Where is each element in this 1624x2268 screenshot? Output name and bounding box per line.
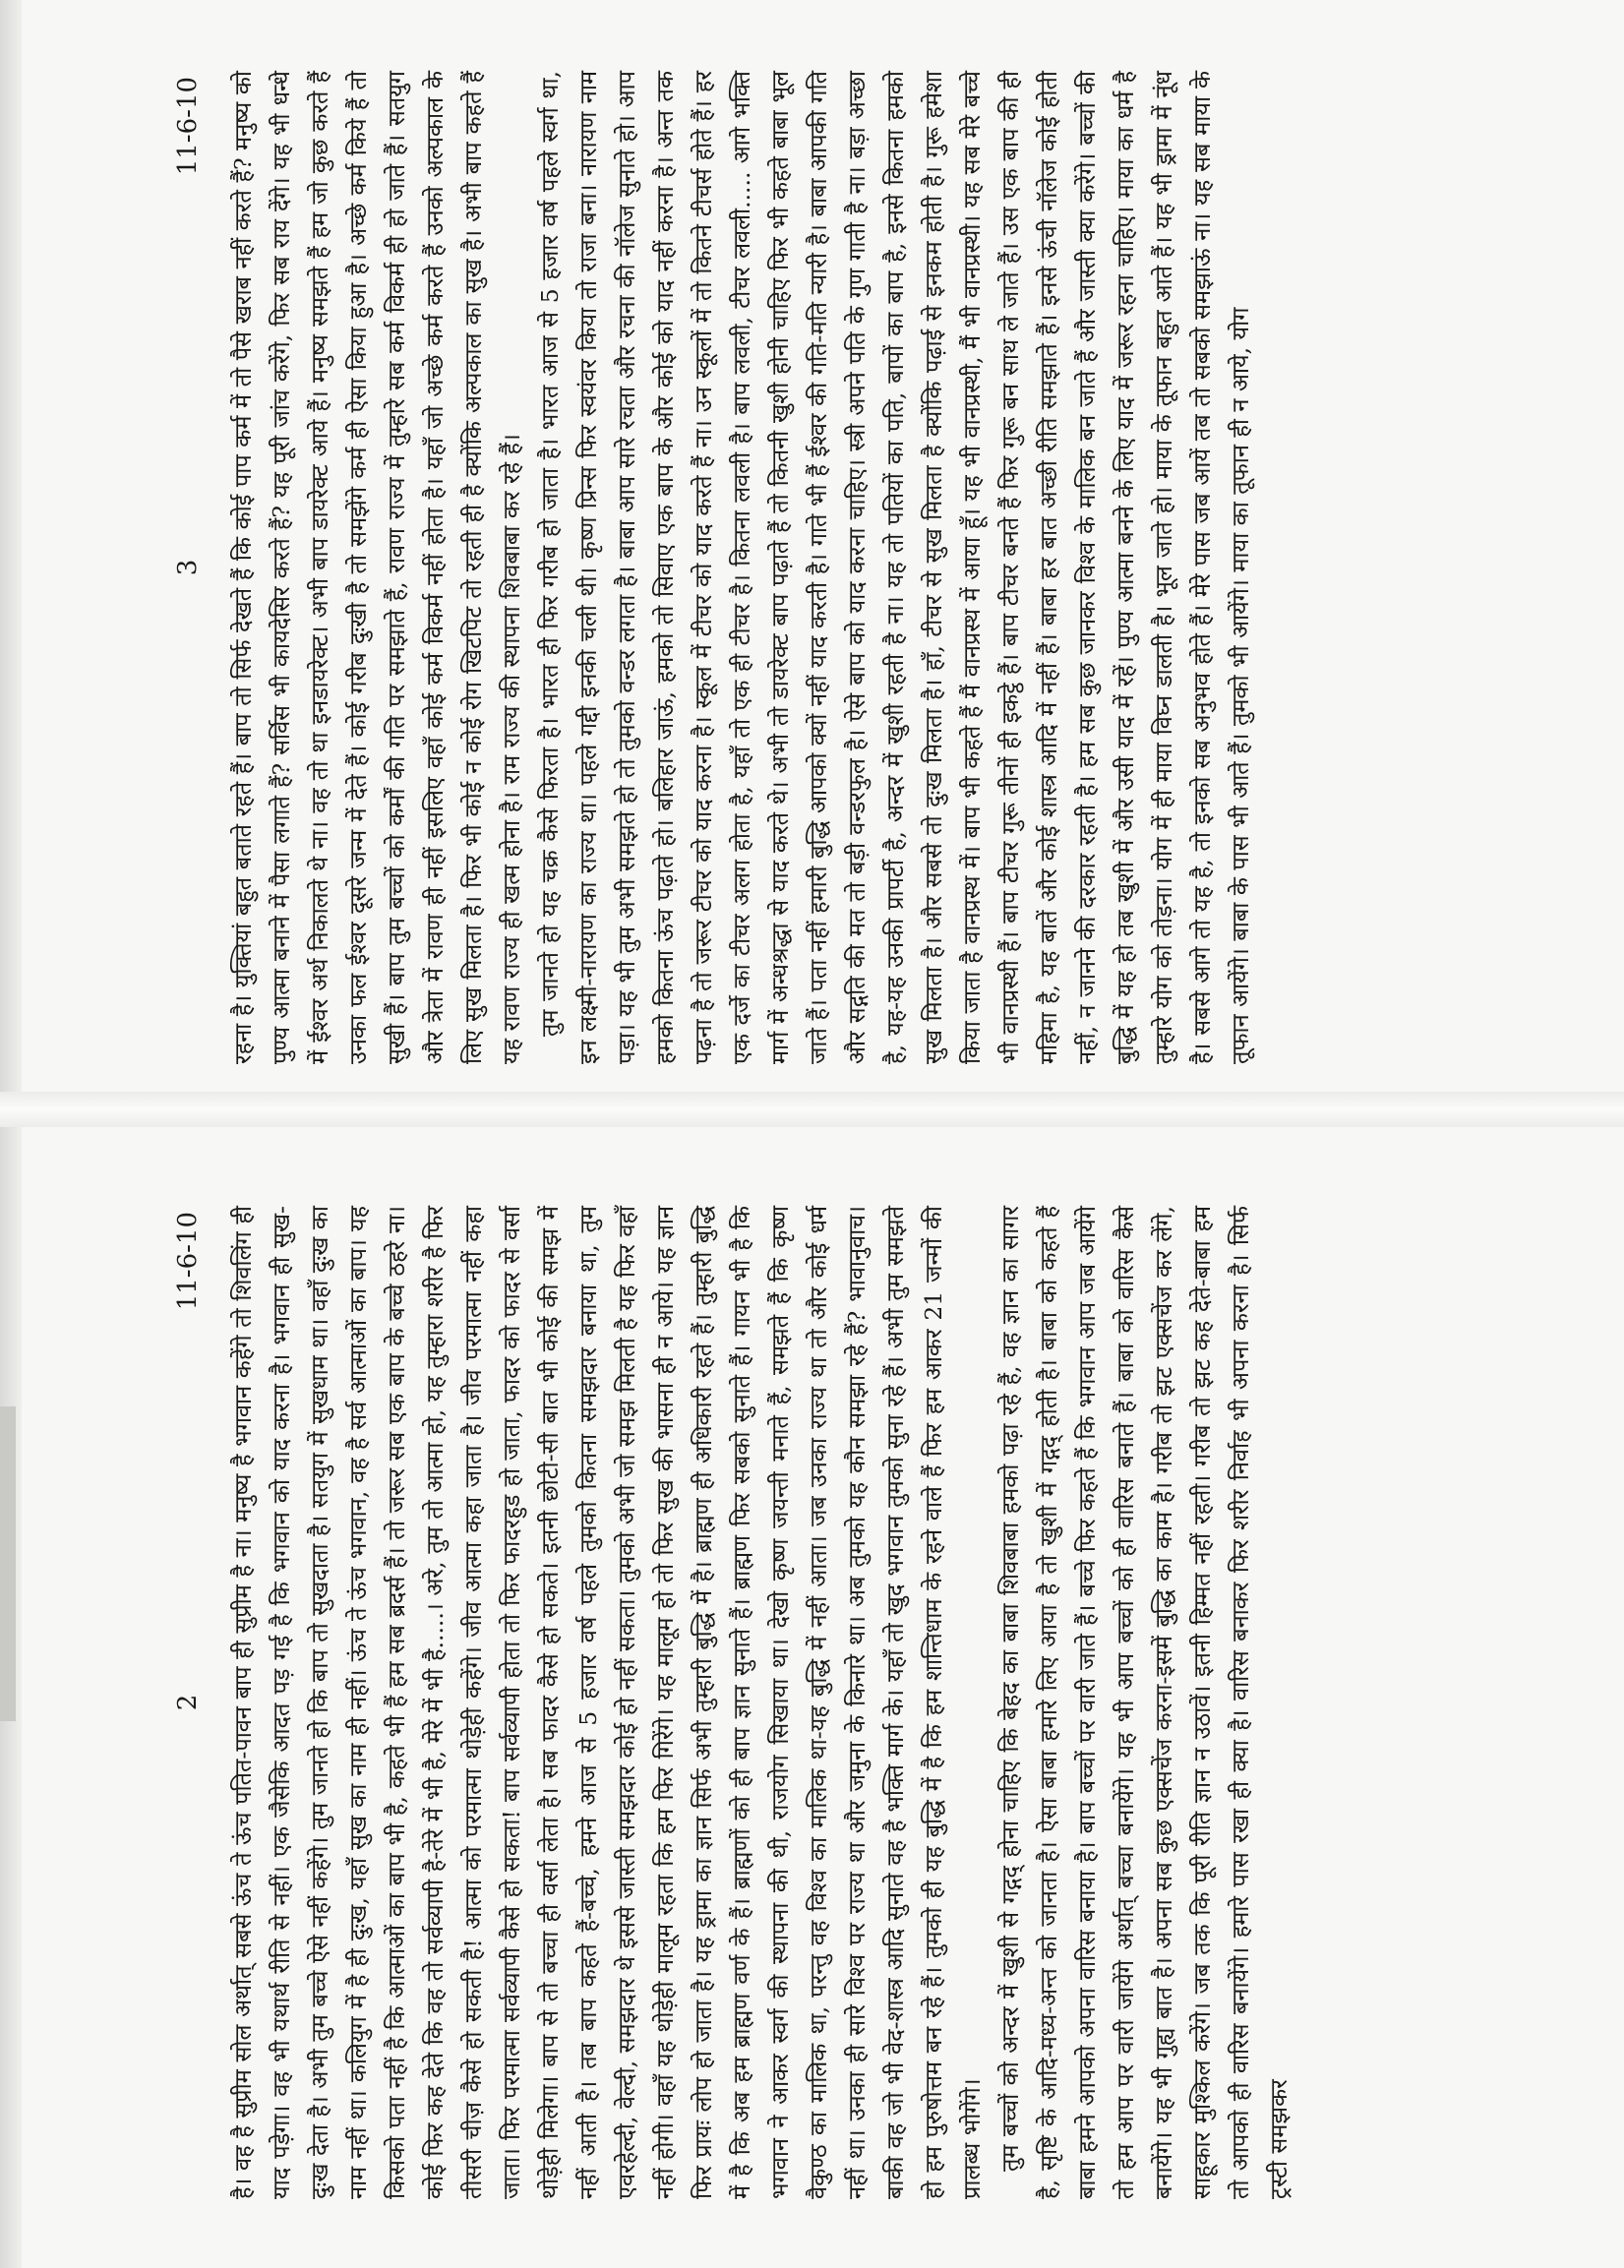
paragraph: है। वह है सुप्रीम सोल अर्थात् सबसे ऊंच ते ऊंच पतित-पावन बाप ही सुप्रीम है ना। मनुष्य है भगवान कहेंगे तो शिवलिंग ही याद पड़ेगा। वह भी यथार्थ रीति से नहीं। एक जैसेकि आदत पड़ गई है कि भगवान को याद करना है। भगवान ही सुख-दुःख देता है। अभी तुम बच्चे ऐसे नहीं कहेंगे। तुम जानते हो कि बाप तो सुखदाता है। सतयुग में सुखधाम था। वहाँ दुःख का नाम नहीं था। कलियुग में है ही दुःख, यहाँ सुख का नाम ही नहीं। ऊंच ते ऊंच भगवान, वह है सर्व आत्माओं का बाप। यह किसको पता नहीं है कि आत्माओं का बाप भी है, कहते भी हैं हम सब ब्रदर्स हैं। तो जरूर सब एक बाप के बच्चे ठहरे ना। कोई फिर कह देते कि वह तो सर्वव्यापी है-तेरे में भी है, मेरे में भी है.....। अरे, तुम तो आत्मा हो, यह तुम्हारा शरीर है फिर तीसरी चीज़ कैसे हो सकती है! आत्मा को परमात्मा थोड़ेही कहेंगे। जीव आत्मा कहा जाता है। जीव परमात्मा नहीं कहा जाता। फिर परमात्मा सर्वव्यापी कैसे हो सकता! बाप सर्वव्यापी होता तो फिर फादरहुड हो जाता, फादर को फादर से वर्सा थोड़ेही मिलेगा। बाप से तो बच्चा ही वर्सा लेता है। सब फादर कैसे हो सकते। इतनी छोटी-सी बात भी कोई की समझ में नहीं आती है। तब बाप कहते हैं-बच्चे, हमने आज से 5 हजार वर्ष पहले तुमको कितना समझदार बनाया था, तुम एवरहेल्दी, वेल्दी, समझदार थे इससे जास्ती समझदार कोई हो नहीं सकता। तुमको अभी जो समझ मिलती है यह फिर वहाँ नहीं होगी। वहाँ यह थोड़ेही मालूम रहता कि हम फिर गिरेंगे। यह मालूम हो तो फिर सुख की भासना ही न आये। यह ज्ञान फिर प्रायः लोप हो जाता है। यह ड्रामा का ज्ञान सिर्फ अभी तुम्हारी बुद्धि में है। ब्राह्मण ही अधिकारी रहते हैं। तुम्हारी बुद्धि में है कि अब हम ब्राह्मण वर्ण के हैं। ब्राह्मणों को ही बाप ज्ञान सुनाते हैं। ब्राह्मण फिर सबको सुनाते हैं। गायन भी है कि भगवान ने आकर स्वर्ग की स्थापना की थी, राजयोग सिखाया था। देखो कृष्ण जयन्ती मनाते हैं, समझते हैं कि कृष्ण वैकुण्ठ का मालिक था, परन्तु वह विश्व का मालिक था-यह बुद्धि में नहीं आता। जब उनका राज्य था तो और कोई धर्म नहीं था। उनका ही सारे विश्व पर राज्य था और जमुना के किनारे था। अब तुमको यह कौन समझा रहे हैं? भावानुवाच। बाकी वह जो भी वेद-शास्त्र आदि सुनाते वह है भक्ति मार्ग के। यहाँ तो खुद भगवान तुमको सुना रहे हैं। अभी तुम समझते हो हम पुरुषोत्तम बन रहे हैं। तुमको ही यह बुद्धि में है कि हम शान्तिधाम के रहने वाले हैं फिर हम आकर 21 जन्मों की प्रालब्ध भोगेंगे।: [229, 1206, 986, 2199]
page-fold-gap: [0, 1092, 1624, 1127]
page-header: [167, 1206, 224, 2199]
paragraph: तुम जानते हो यह चक्र कैसे फिरता है। भारत ही फिर गरीब हो जाता है। भारत आज से 5 हजार वर्ष पहले स्वर्ग था, इन लक्ष्मी-नारायण का राज्य था। पहले गद्दी इनकी चली थी। कृष्ण प्रिन्स फिर स्वयंवर किया तो राजा बना। नारायण नाम पड़ा। यह भी तुम अभी समझते हो तो तुमको वन्डर लगता है। बाबा आप सारे रचता और रचना की नॉलेज सुनाते हो। आप हमको कितना ऊंच पढ़ाते हो। बलिहार जाऊं, हमको तो सिवाए एक बाप के और कोई को याद नहीं करना है। अन्त तक पढ़ना है तो जरूर टीचर को याद करना है। स्कूल में टीचर को याद करते हैं ना। उन स्कूलों में तो कितने टीचर्स होते हैं। हर एक दर्जे का टीचर अलग होता है, यहाँ तो एक ही टीचर है। कितना लवली है। बाप लवली, टीचर लवली..... आगे भक्ति मार्ग में अन्धश्रद्धा से याद करते थे। अभी तो डायरेक्ट बाप पढ़ाते हैं तो कितनी खुशी होनी चाहिए फिर भी कहते बाबा भूल जाते हैं। पता नहीं हमारी बुद्धि आपको क्यों नहीं याद करती है। गाते भी हैं ईश्वर की गति-मति न्यारी है। बाबा आपकी गति और सद्गति की मत तो बड़ी वन्डरफुल है। ऐसे बाप को याद करना चाहिए। स्त्री अपने पति के गुण गाती है ना। बड़ा अच्छा है, यह-यह उनकी प्रापर्टी है, अन्दर में खुशी रहती है ना। यह तो पतियों का पति, बापों का बाप है, इनसे कितना हमको सुख मिलता है। और सबसे तो दुःख मिलता है। हाँ, टीचर से सुख मिलता है क्योंकि पढ़ाई से इनकम होती है। गुरू हमेशा किया जाता है वानप्रस्थ में। बाप भी कहते हैं मैं वानप्रस्थ में आया हूँ। यह भी वानप्रस्थी, मैं भी वानप्रस्थी। यह सब मेरे बच्चे भी वानप्रस्थी हैं। बाप टीचर गुरू तीनों ही इकट्ठे हैं। बाप टीचर बनते हैं फिर गुरू बन साथ ले जाते हैं। उस एक बाप की ही महिमा है, यह बातें और कोई शास्त्र आदि में नहीं हैं। बाबा हर बात अच्छी रीति समझाते हैं। इनसे ऊंची नॉलेज कोई होती नहीं, न जानने की दरकार रहती है। हम सब कुछ जानकर विश्व के मालिक बन जाते हैं और जास्ती क्या करेंगे। बच्चों की बुद्धि में यह हो तब खुशी में और उसी याद में रहें। पुण्य आत्मा बनने के लिए याद में जरूर रहना चाहिए। माया का धर्म है तुम्हारे योग को तोड़ना। योग में ही माया विघ्न डालती है। भूल जाते हो। माया के तूफान बहुत आते हैं। यह भी ड्रामा में नूंध है। सबसे आगे तो यह है, तो इनको सब अनुभव होते हैं। मेरे पास जब आयें तब तो सबको समझाऊं ना। यह सब माया के तूफान आयेंगे। बाबा के पास भी आते हैं। तुमको भी आयेंगे। माया का तूफान ही न आये, योग: [536, 71, 1254, 1064]
page-3: [167, 71, 1554, 1064]
scan-left-edge-shadow: [0, 0, 22, 2268]
page-body: [224, 1206, 1298, 2199]
page-header: [167, 71, 224, 1064]
paragraph: तुम बच्चों को अन्दर में खुशी से गद्गद् होना चाहिए कि बेहद का बाबा शिवबाबा हमको पढ़ा रहे हैं, वह ज्ञान का सागर है, सृष्टि के आदि-मध्य-अन्त को जानता है। ऐसा बाबा हमारे लिए आया है तो खुशी में गद्गद् होती है। बाबा को कहते हैं बाबा हमने आपको अपना वारिस बनाया है। बाप बच्चों पर वारी जाते हैं। बच्चे फिर कहते हैं कि भगवान आप जब आयेंगे तो हम आप पर वारी जायेंगे अर्थात् बच्चा बनायेंगे। यह भी आप बच्चों को ही वारिस बनाते हैं। बाबा को वारिस कैसे बनायेंगे। यह भी गुह्य बात है। अपना सब कुछ एक्सचेंज करना-इसमें बुद्धि का काम है। गरीब तो झट एक्सचेंज कर लेंगे, साहूकार मुश्किल करेंगे। जब तक कि पूरी रीति ज्ञान न उठावें। इतनी हिम्मत नहीं रहती। गरीब तो झट कह देते-बाबा हम तो आपको ही वारिस बनायेंगे। हमारे पास रखा ही क्या है। वारिस बनाकर फिर शरीर निर्वाह भी अपना करना है। सिर्फ ट्रस्टी समझकर: [996, 1206, 1293, 2199]
page-body: [224, 71, 1260, 1064]
page-date: 11-6-10: [173, 77, 203, 176]
page-number: 3: [173, 559, 203, 576]
page-2: [167, 1206, 1554, 2199]
paragraph: रहना है। युक्तियां बहुत बताते रहते हैं। बाप तो सिर्फ देखते हैं कि कोई पाप कर्म में तो पैसे खराब नहीं करते हैं? मनुष्य को पुण्य आत्मा बनाने में पैसा लगाते हैं? सर्विस भी कायदेसिर करते हैं? यह पूरी जांच करेंगे, फिर सब राय देंगे। यह भी धन्धे में ईश्वर अर्थ निकालते थे ना। वह तो था इनडायरेक्ट। अभी बाप डायरेक्ट आये हैं। मनुष्य समझते हैं हम जो कुछ करते हैं उनका फल ईश्वर दूसरे जन्म में देते हैं। कोई गरीब दुःखी है तो समझेंगे कर्म ही ऐसा किया हुआ है। अच्छे कर्म किये हैं तो सुखी हैं। बाप तुम बच्चों को कर्मों की गति पर समझाते हैं, रावण राज्य में तुम्हारे सब कर्म विकर्म ही हो जाते हैं। सतयुग और त्रेता में रावण ही नहीं इसलिए वहाँ कोई कर्म विकर्म नहीं होता है। यहाँ जो अच्छे कर्म करते हैं उनको अल्पकाल के लिए सुख मिलता है। फिर भी कोई न कोई रोग खिटपिट तो रहती ही है क्योंकि अल्पकाल का सुख है। अभी बाप कहते हैं यह रावण राज्य ही खत्म होना है। राम राज्य की स्थापना शिवबाबा कर रहे हैं।: [229, 71, 525, 1064]
scan-clip-mark: [0, 1406, 16, 1721]
page-number: 2: [173, 1694, 203, 1711]
page-date: 11-6-10: [173, 1212, 203, 1311]
